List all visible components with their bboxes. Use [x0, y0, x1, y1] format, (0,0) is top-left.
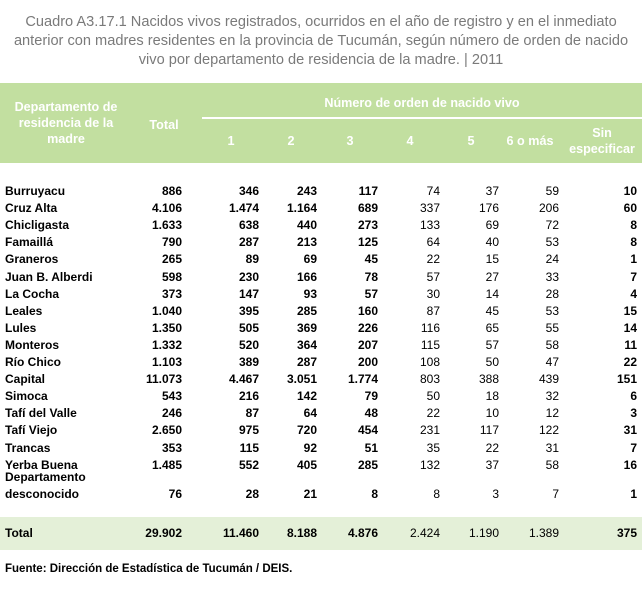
table-cell: 115 — [420, 337, 440, 352]
table-cell: 689 — [357, 201, 378, 216]
table-cell: 28 — [545, 286, 559, 301]
header-bottom-gap — [0, 163, 642, 166]
table-cell: 265 — [161, 252, 182, 267]
table-cell: 45 — [485, 303, 499, 318]
table-row — [0, 200, 642, 217]
table-cell: 2.424 — [409, 526, 440, 540]
row-label: Tafí Viejo — [5, 423, 58, 438]
table-row — [0, 371, 642, 388]
table-cell: 117 — [358, 184, 378, 198]
row-label: Capital — [5, 372, 46, 387]
table-cell: 216 — [238, 389, 259, 404]
row-label: Yerba Buena — [5, 457, 78, 472]
table-row-desconocido — [0, 469, 642, 503]
table-cell: 79 — [364, 389, 378, 404]
table-cell: 6 — [630, 389, 637, 404]
table-cell: 1.332 — [151, 337, 182, 352]
table-row — [0, 388, 642, 405]
table-cell: 7 — [630, 440, 637, 455]
row-label: Departamento — [5, 470, 86, 484]
table-cell: 48 — [364, 406, 378, 421]
table-cell: 93 — [303, 286, 317, 301]
table-cell: 287 — [238, 235, 259, 250]
table-cell: 388 — [478, 372, 499, 387]
table-cell: 22 — [426, 252, 440, 267]
table-cell: 1.190 — [468, 526, 499, 540]
table-cell: 51 — [364, 440, 378, 455]
table-cell: 346 — [238, 184, 259, 198]
table-cell: 395 — [238, 303, 259, 318]
header-col-3: 3 — [346, 134, 354, 148]
table-cell: 246 — [161, 406, 182, 421]
row-label: Burruyacu — [5, 184, 66, 198]
table-cell: 108 — [419, 355, 440, 369]
table-cell: 116 — [420, 320, 440, 335]
table-row — [0, 183, 642, 200]
table-cell: 1.103 — [151, 355, 182, 369]
table-cell: 37 — [485, 457, 499, 472]
table-cell: 231 — [419, 423, 440, 438]
table-cell: 11.460 — [222, 526, 259, 540]
table-row — [0, 234, 642, 251]
table-cell: 12 — [545, 406, 559, 421]
table-cell: 87 — [245, 406, 259, 421]
table-cell: 1 — [630, 252, 637, 267]
table-cell: 4.876 — [347, 526, 378, 540]
header-department: Departamento de residencia de la madre — [14, 100, 118, 146]
table-cell: 7 — [552, 487, 559, 501]
table-cell: 720 — [296, 423, 317, 438]
header-group: Número de orden de nacido vivo — [324, 96, 520, 110]
header-col-2: 2 — [287, 134, 295, 148]
table-cell: 30 — [426, 286, 440, 301]
header-total: Total — [149, 118, 179, 132]
table-cell: 24 — [545, 252, 559, 267]
row-label: Monteros — [5, 337, 59, 352]
table-cell: 207 — [357, 337, 378, 352]
title-line: vivo por departamento de residencia de la madre. | 2011 — [138, 52, 504, 68]
row-label: Trancas — [5, 440, 51, 455]
table-cell: 273 — [357, 218, 378, 233]
table-row — [0, 405, 642, 422]
table-cell: 176 — [478, 201, 499, 216]
table-cell: 40 — [485, 235, 499, 250]
table-cell: 15 — [623, 303, 637, 318]
table-cell: 520 — [238, 337, 259, 352]
table-row — [0, 303, 642, 320]
header-col-6-o-mas: 6 o más — [506, 134, 554, 148]
table-cell: 69 — [303, 252, 317, 267]
table-cell: 14 — [485, 286, 499, 301]
table-cell: 14 — [623, 320, 637, 335]
table-cell: 1.389 — [528, 526, 559, 540]
table-cell: 552 — [238, 457, 259, 472]
table-cell: 790 — [161, 235, 182, 250]
table-cell: 28 — [245, 487, 259, 501]
table-cell: 55 — [545, 320, 559, 335]
row-label: desconocido — [5, 487, 80, 501]
table-cell: 11.073 — [145, 372, 182, 387]
table-cell: 3.051 — [286, 372, 317, 387]
table-cell: 10 — [623, 184, 637, 198]
table-cell: 58 — [545, 337, 559, 352]
table-cell: 64 — [426, 235, 440, 250]
table-cell: 37 — [485, 184, 499, 198]
title-line: anterior con madres residentes en la provincia de Tucumán, según número de orden de nacido — [13, 33, 629, 49]
table-cell: 147 — [238, 286, 259, 301]
table-cell: 160 — [357, 303, 378, 318]
header-col-5: 5 — [467, 134, 475, 148]
table-cell: 59 — [545, 184, 559, 198]
table-cell: 142 — [296, 389, 317, 404]
table-cell: 117 — [479, 423, 499, 438]
table-title — [4, 13, 638, 70]
row-label: Simoca — [5, 389, 48, 404]
table-row — [0, 320, 642, 337]
table-row — [0, 440, 642, 457]
table-cell: 1.474 — [228, 201, 259, 216]
table-cell: 389 — [238, 355, 259, 369]
table-cell: 337 — [419, 201, 440, 216]
table-cell: 22 — [623, 355, 637, 369]
row-label: Cruz Alta — [5, 201, 58, 216]
table-cell: 58 — [545, 457, 559, 472]
table-cell: 206 — [538, 201, 559, 216]
table-cell: 405 — [296, 457, 317, 472]
table-cell: 3 — [630, 406, 637, 421]
table-cell: 57 — [426, 269, 440, 284]
title-line: Cuadro A3.17.1 Nacidos vivos registrados, ocurridos en el año de registro y en el inmediato — [25, 14, 617, 30]
table-cell: 1.040 — [151, 303, 182, 318]
table-row — [0, 286, 642, 303]
table-cell: 2.650 — [151, 423, 182, 438]
table-cell: 50 — [426, 389, 440, 404]
table-cell: 1.774 — [347, 372, 378, 387]
row-label: Juan B. Alberdi — [5, 269, 93, 284]
table-cell: 285 — [296, 303, 317, 318]
table-cell: 440 — [296, 218, 317, 233]
table-cell: 4.467 — [228, 372, 259, 387]
table-cell: 18 — [485, 389, 499, 404]
table-cell: 8 — [630, 235, 637, 250]
table-cell: 369 — [296, 320, 317, 335]
row-label: La Cocha — [5, 286, 60, 301]
table-cell: 89 — [245, 252, 259, 267]
table-cell: 8 — [433, 487, 440, 501]
header-col-4: 4 — [406, 134, 414, 148]
table-cell: 7 — [630, 269, 637, 284]
table-cell: 69 — [485, 218, 499, 233]
table-cell: 132 — [419, 457, 440, 472]
row-label: Leales — [5, 303, 43, 318]
table-cell: 45 — [364, 252, 378, 267]
row-label: Graneros — [5, 252, 59, 267]
table-cell: 92 — [303, 440, 317, 455]
table-cell: 1 — [630, 487, 637, 501]
table-cell: 803 — [419, 372, 440, 387]
table-cell: 31 — [545, 440, 559, 455]
source-note: Fuente: Dirección de Estadística de Tucumán / DEIS. — [5, 563, 293, 575]
table-cell: 87 — [426, 303, 440, 318]
table-cell: 22 — [485, 440, 499, 455]
table-cell: 115 — [239, 440, 259, 455]
table-cell: 439 — [538, 372, 559, 387]
table-cell: 1.485 — [151, 457, 182, 472]
table-cell: 166 — [296, 269, 317, 284]
row-label: Famaillá — [5, 235, 54, 250]
table-cell: 213 — [296, 235, 317, 250]
table-cell: 32 — [545, 389, 559, 404]
table-cell: 454 — [357, 423, 378, 438]
table-cell: 31 — [623, 423, 637, 438]
table-row — [0, 422, 642, 439]
table-cell: 57 — [485, 337, 499, 352]
table-cell: 230 — [238, 269, 259, 284]
table-cell: 65 — [485, 320, 499, 335]
table-cell: 21 — [303, 487, 317, 501]
table-row — [0, 337, 642, 354]
table-cell: 543 — [161, 389, 182, 404]
table-cell: 243 — [296, 184, 317, 198]
table-cell: 53 — [545, 303, 559, 318]
table-cell: 200 — [357, 355, 378, 369]
table-cell: 3 — [492, 487, 499, 501]
total-row — [0, 517, 642, 550]
table-cell: 1.350 — [151, 320, 182, 335]
table-cell: 27 — [485, 269, 499, 284]
table-cell: 60 — [623, 201, 637, 216]
table-cell: 29.902 — [145, 526, 182, 540]
table-cell: 1.164 — [286, 201, 317, 216]
table-cell: 35 — [426, 440, 440, 455]
table-cell: 4.106 — [151, 201, 182, 216]
table-cell: 364 — [296, 337, 317, 352]
header-divider — [202, 117, 642, 119]
table-cell: 122 — [538, 423, 559, 438]
table-cell: 226 — [357, 320, 378, 335]
table-cell: 375 — [616, 526, 637, 540]
row-label: Lules — [5, 320, 37, 335]
table-row — [0, 251, 642, 268]
table-cell: 4 — [630, 286, 637, 301]
table-cell: 638 — [238, 218, 259, 233]
table-cell: 125 — [357, 235, 378, 250]
table-cell: 1.633 — [151, 218, 182, 233]
table-cell: 11 — [624, 337, 637, 352]
table-row — [0, 269, 642, 286]
table-cell: 10 — [485, 406, 499, 421]
header-col-1: 1 — [227, 134, 235, 148]
table-cell: 78 — [364, 269, 378, 284]
header-sin-especificar: Sin especificar — [569, 126, 635, 156]
row-label: Tafí del Valle — [5, 406, 77, 421]
table-cell: 598 — [161, 269, 182, 284]
table-cell: 22 — [426, 406, 440, 421]
table-cell: 33 — [545, 269, 559, 284]
table-cell: 505 — [238, 320, 259, 335]
table-cell: 133 — [419, 218, 440, 233]
table-cell: 53 — [545, 235, 559, 250]
table-cell: 975 — [238, 423, 259, 438]
table-cell: 353 — [161, 440, 182, 455]
table-cell: 57 — [364, 286, 378, 301]
table-cell: 8 — [630, 218, 637, 233]
table-cell: 64 — [303, 406, 317, 421]
table-cell: 151 — [616, 372, 637, 387]
table-cell: 8 — [371, 487, 378, 501]
table-cell: 373 — [161, 286, 182, 301]
table-cell: 886 — [161, 184, 182, 198]
table-cell: 76 — [168, 487, 182, 501]
row-label: Río Chico — [5, 355, 61, 369]
total-label: Total — [5, 526, 33, 540]
table-cell: 285 — [357, 457, 378, 472]
table-row — [0, 217, 642, 234]
table-cell: 287 — [296, 355, 317, 369]
table-cell: 72 — [545, 218, 559, 233]
table-cell: 50 — [485, 355, 499, 369]
table-cell: 74 — [426, 184, 440, 198]
row-label: Chicligasta — [5, 218, 70, 233]
table-row — [0, 354, 642, 371]
table-cell: 15 — [485, 252, 499, 267]
table-cell: 8.188 — [286, 526, 317, 540]
table-cell: 16 — [623, 457, 637, 472]
table-cell: 47 — [545, 355, 559, 369]
